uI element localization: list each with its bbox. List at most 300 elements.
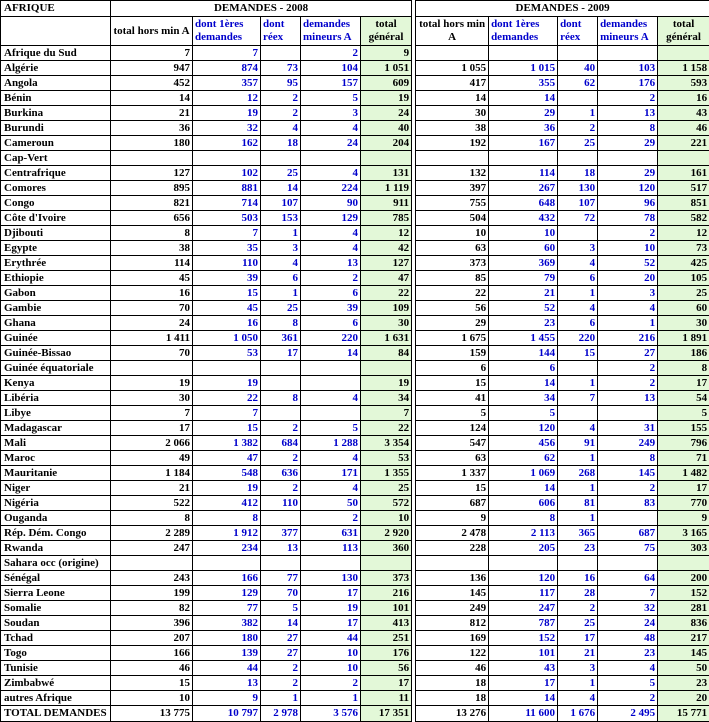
country-name: Maroc — [1, 451, 111, 466]
cell-mineurs-2008: 224 — [301, 181, 361, 196]
table-row — [1, 631, 709, 646]
table-row — [1, 421, 709, 436]
cell-reex-2009 — [558, 226, 598, 241]
cell-total-general-2008: 40 — [361, 121, 412, 136]
cell-premieres-demandes-2008: 1 382 — [193, 436, 261, 451]
cell-mineurs-2008: 5 — [301, 91, 361, 106]
cell-total-hors-min-2008: 656 — [111, 211, 193, 226]
cell-total-hors-min-2009: 169 — [416, 631, 489, 646]
cell-mineurs-2009: 23 — [598, 646, 658, 661]
cell-total-general-2008: 1 119 — [361, 181, 412, 196]
total-row — [1, 706, 709, 722]
cell-premieres-demandes-2009: 11 600 — [489, 706, 558, 722]
cell-mineurs-2008: 19 — [301, 601, 361, 616]
table-row — [1, 346, 709, 361]
cell-total-hors-min-2009: 13 276 — [416, 706, 489, 722]
country-name: Rép. Dém. Congo — [1, 526, 111, 541]
cell-total-general-2008: 2 920 — [361, 526, 412, 541]
cell-reex-2008: 14 — [261, 181, 301, 196]
cell-mineurs-2009: 20 — [598, 271, 658, 286]
cell-mineurs-2008: 4 — [301, 241, 361, 256]
cell-total-hors-min-2009: 687 — [416, 496, 489, 511]
cell-premieres-demandes-2009: 43 — [489, 661, 558, 676]
cell-total-general-2009: 836 — [658, 616, 709, 631]
cell-mineurs-2008: 220 — [301, 331, 361, 346]
country-name: Zimbabwé — [1, 676, 111, 691]
table-row — [1, 76, 709, 91]
cell-mineurs-2009: 2 — [598, 361, 658, 376]
country-name: Ethiopie — [1, 271, 111, 286]
country-name: Mali — [1, 436, 111, 451]
table-row — [1, 691, 709, 706]
cell-total-hors-min-2009: 10 — [416, 226, 489, 241]
cell-total-hors-min-2009: 63 — [416, 241, 489, 256]
cell-total-general-2008: 84 — [361, 346, 412, 361]
cell-mineurs-2008 — [301, 151, 361, 166]
cell-reex-2008: 27 — [261, 631, 301, 646]
cell-total-general-2009: 425 — [658, 256, 709, 271]
table-row — [1, 586, 709, 601]
cell-total-hors-min-2008 — [111, 556, 193, 571]
cell-total-general-2008: 25 — [361, 481, 412, 496]
cell-total-hors-min-2008 — [111, 151, 193, 166]
country-name: Côte d'Ivoire — [1, 211, 111, 226]
country-name: Burkina — [1, 106, 111, 121]
cell-reex-2009: 40 — [558, 61, 598, 76]
table-row — [1, 361, 709, 376]
cell-reex-2008: 636 — [261, 466, 301, 481]
cell-reex-2009: 72 — [558, 211, 598, 226]
cell-premieres-demandes-2009: 23 — [489, 316, 558, 331]
cell-reex-2008: 2 — [261, 451, 301, 466]
cell-reex-2008 — [261, 406, 301, 421]
cell-mineurs-2008: 2 — [301, 46, 361, 61]
cell-reex-2008: 361 — [261, 331, 301, 346]
cell-mineurs-2009: 64 — [598, 571, 658, 586]
cell-reex-2009: 220 — [558, 331, 598, 346]
cell-total-hors-min-2008: 180 — [111, 136, 193, 151]
table-row — [1, 451, 709, 466]
cell-total-general-2008: 1 051 — [361, 61, 412, 76]
cell-total-general-2008: 109 — [361, 301, 412, 316]
cell-premieres-demandes-2009: 2 113 — [489, 526, 558, 541]
cell-mineurs-2009: 29 — [598, 136, 658, 151]
cell-reex-2009 — [558, 361, 598, 376]
cell-premieres-demandes-2008: 8 — [193, 511, 261, 526]
cell-reex-2008: 17 — [261, 346, 301, 361]
country-name: Comores — [1, 181, 111, 196]
cell-reex-2009: 1 — [558, 481, 598, 496]
cell-mineurs-2009 — [598, 406, 658, 421]
cell-total-hors-min-2009 — [416, 46, 489, 61]
cell-total-hors-min-2009: 46 — [416, 661, 489, 676]
cell-premieres-demandes-2008 — [193, 151, 261, 166]
cell-reex-2009 — [558, 556, 598, 571]
cell-mineurs-2008: 10 — [301, 646, 361, 661]
cell-total-hors-min-2009: 6 — [416, 361, 489, 376]
cell-premieres-demandes-2008: 7 — [193, 46, 261, 61]
cell-reex-2009: 62 — [558, 76, 598, 91]
country-name: Bénin — [1, 91, 111, 106]
cell-total-general-2009: 5 — [658, 406, 709, 421]
cell-reex-2008 — [261, 376, 301, 391]
table-row — [1, 331, 709, 346]
cell-mineurs-2009: 31 — [598, 421, 658, 436]
cell-total-general-2008: 3 354 — [361, 436, 412, 451]
table-row — [1, 286, 709, 301]
cell-reex-2009: 81 — [558, 496, 598, 511]
region-title: AFRIQUE — [1, 1, 111, 17]
country-name: Somalie — [1, 601, 111, 616]
cell-total-hors-min-2008: 199 — [111, 586, 193, 601]
cell-reex-2008: 107 — [261, 196, 301, 211]
cell-premieres-demandes-2009: 432 — [489, 211, 558, 226]
cell-total-general-2008: 1 631 — [361, 331, 412, 346]
cell-total-hors-min-2009: 56 — [416, 301, 489, 316]
cell-premieres-demandes-2009: 1 069 — [489, 466, 558, 481]
cell-reex-2009: 4 — [558, 256, 598, 271]
cell-total-general-2009: 30 — [658, 316, 709, 331]
cell-mineurs-2009: 8 — [598, 121, 658, 136]
table-row — [1, 301, 709, 316]
cell-premieres-demandes-2009: 8 — [489, 511, 558, 526]
country-name: Sénégal — [1, 571, 111, 586]
cell-total-hors-min-2008: 2 066 — [111, 436, 193, 451]
cell-mineurs-2009: 13 — [598, 391, 658, 406]
cell-mineurs-2009: 2 — [598, 226, 658, 241]
cell-total-hors-min-2009: 1 337 — [416, 466, 489, 481]
cell-reex-2009: 25 — [558, 136, 598, 151]
header-total-hors-min-2008: total hors min A — [111, 17, 193, 46]
table-row — [1, 61, 709, 76]
country-name: Cap-Vert — [1, 151, 111, 166]
cell-total-hors-min-2008: 127 — [111, 166, 193, 181]
cell-total-general-2008: 9 — [361, 46, 412, 61]
cell-premieres-demandes-2008: 32 — [193, 121, 261, 136]
cell-total-hors-min-2008: 70 — [111, 301, 193, 316]
cell-premieres-demandes-2008: 139 — [193, 646, 261, 661]
cell-total-general-2008: 19 — [361, 91, 412, 106]
cell-total-general-2008: 911 — [361, 196, 412, 211]
table-row — [1, 481, 709, 496]
cell-total-general-2008: 7 — [361, 406, 412, 421]
cell-mineurs-2008: 3 576 — [301, 706, 361, 722]
country-name: Gambie — [1, 301, 111, 316]
cell-total-general-2009: 8 — [658, 361, 709, 376]
cell-mineurs-2008: 24 — [301, 136, 361, 151]
cell-total-general-2008: 11 — [361, 691, 412, 706]
header-premieres-demandes-2008: dont 1ères demandes — [193, 17, 261, 46]
header-total-general-2009: total général — [658, 17, 709, 46]
country-name: Madagascar — [1, 421, 111, 436]
cell-total-hors-min-2009: 145 — [416, 586, 489, 601]
cell-reex-2009: 4 — [558, 691, 598, 706]
cell-total-hors-min-2008: 13 775 — [111, 706, 193, 722]
cell-premieres-demandes-2009: 167 — [489, 136, 558, 151]
year-2008-title: DEMANDES - 2008 — [111, 1, 412, 17]
cell-premieres-demandes-2009: 355 — [489, 76, 558, 91]
cell-mineurs-2009: 27 — [598, 346, 658, 361]
cell-total-general-2009: 145 — [658, 646, 709, 661]
cell-total-general-2008: 127 — [361, 256, 412, 271]
table-row — [1, 226, 709, 241]
country-name: Ouganda — [1, 511, 111, 526]
cell-reex-2009: 23 — [558, 541, 598, 556]
country-name: Ghana — [1, 316, 111, 331]
cell-total-general-2009: 796 — [658, 436, 709, 451]
cell-mineurs-2008: 17 — [301, 616, 361, 631]
cell-reex-2009: 25 — [558, 616, 598, 631]
cell-total-hors-min-2008: 17 — [111, 421, 193, 436]
country-name: Togo — [1, 646, 111, 661]
cell-reex-2008: 70 — [261, 586, 301, 601]
cell-reex-2008: 73 — [261, 61, 301, 76]
country-name: Erythrée — [1, 256, 111, 271]
cell-total-general-2008 — [361, 556, 412, 571]
cell-premieres-demandes-2008: 16 — [193, 316, 261, 331]
cell-mineurs-2009: 10 — [598, 241, 658, 256]
cell-total-hors-min-2009: 192 — [416, 136, 489, 151]
cell-reex-2009: 130 — [558, 181, 598, 196]
cell-total-hors-min-2008: 46 — [111, 661, 193, 676]
cell-mineurs-2009: 2 — [598, 376, 658, 391]
cell-premieres-demandes-2009: 10 — [489, 226, 558, 241]
cell-mineurs-2008 — [301, 376, 361, 391]
cell-premieres-demandes-2008: 39 — [193, 271, 261, 286]
cell-premieres-demandes-2009: 606 — [489, 496, 558, 511]
header-mineurs-2008: demandes mineurs A — [301, 17, 361, 46]
country-name: Libéria — [1, 391, 111, 406]
cell-reex-2008: 95 — [261, 76, 301, 91]
header-premieres-demandes-2009: dont 1ères demandes — [489, 17, 558, 46]
table-row — [1, 106, 709, 121]
cell-total-general-2008: 204 — [361, 136, 412, 151]
table-row — [1, 211, 709, 226]
cell-total-hors-min-2008: 7 — [111, 406, 193, 421]
cell-mineurs-2009: 2 — [598, 691, 658, 706]
table-row — [1, 541, 709, 556]
cell-total-hors-min-2009: 1 055 — [416, 61, 489, 76]
table-row — [1, 616, 709, 631]
cell-premieres-demandes-2009: 21 — [489, 286, 558, 301]
cell-mineurs-2009: 52 — [598, 256, 658, 271]
cell-total-hors-min-2009: 228 — [416, 541, 489, 556]
cell-mineurs-2009: 3 — [598, 286, 658, 301]
cell-total-hors-min-2009: 124 — [416, 421, 489, 436]
cell-total-hors-min-2008: 452 — [111, 76, 193, 91]
table-row — [1, 406, 709, 421]
cell-total-hors-min-2009: 547 — [416, 436, 489, 451]
cell-premieres-demandes-2008: 1 050 — [193, 331, 261, 346]
cell-reex-2008: 14 — [261, 616, 301, 631]
cell-mineurs-2008: 10 — [301, 661, 361, 676]
table-row — [1, 571, 709, 586]
cell-total-general-2008: 24 — [361, 106, 412, 121]
year-title-row — [1, 1, 709, 17]
cell-total-hors-min-2008: 14 — [111, 91, 193, 106]
cell-reex-2009: 1 — [558, 286, 598, 301]
cell-total-general-2008: 251 — [361, 631, 412, 646]
cell-mineurs-2008: 129 — [301, 211, 361, 226]
country-name: Angola — [1, 76, 111, 91]
table-row — [1, 121, 709, 136]
cell-premieres-demandes-2008: 162 — [193, 136, 261, 151]
cell-total-hors-min-2009: 41 — [416, 391, 489, 406]
cell-premieres-demandes-2008: 166 — [193, 571, 261, 586]
cell-reex-2009: 268 — [558, 466, 598, 481]
cell-total-hors-min-2008 — [111, 361, 193, 376]
cell-total-hors-min-2009: 15 — [416, 481, 489, 496]
cell-premieres-demandes-2008: 7 — [193, 226, 261, 241]
cell-mineurs-2009: 103 — [598, 61, 658, 76]
table-row — [1, 166, 709, 181]
cell-premieres-demandes-2008: 53 — [193, 346, 261, 361]
table-row — [1, 181, 709, 196]
cell-mineurs-2008: 14 — [301, 346, 361, 361]
cell-total-general-2008: 22 — [361, 421, 412, 436]
header-mineurs-2009: demandes mineurs A — [598, 17, 658, 46]
cell-reex-2008 — [261, 151, 301, 166]
cell-premieres-demandes-2009: 120 — [489, 421, 558, 436]
country-name: Rwanda — [1, 541, 111, 556]
cell-reex-2009: 15 — [558, 346, 598, 361]
cell-total-general-2009: 161 — [658, 166, 709, 181]
cell-reex-2008 — [261, 46, 301, 61]
cell-mineurs-2009 — [598, 151, 658, 166]
cell-total-hors-min-2008: 247 — [111, 541, 193, 556]
cell-premieres-demandes-2008: 44 — [193, 661, 261, 676]
cell-total-general-2009: 46 — [658, 121, 709, 136]
cell-premieres-demandes-2009: 6 — [489, 361, 558, 376]
cell-total-hors-min-2009: 755 — [416, 196, 489, 211]
cell-mineurs-2008: 631 — [301, 526, 361, 541]
cell-mineurs-2009: 96 — [598, 196, 658, 211]
cell-reex-2008: 1 — [261, 286, 301, 301]
cell-total-hors-min-2009: 14 — [416, 91, 489, 106]
cell-premieres-demandes-2008: 45 — [193, 301, 261, 316]
table-row — [1, 241, 709, 256]
cell-total-hors-min-2008: 16 — [111, 286, 193, 301]
cell-total-hors-min-2008: 24 — [111, 316, 193, 331]
cell-reex-2008: 110 — [261, 496, 301, 511]
cell-total-hors-min-2008: 114 — [111, 256, 193, 271]
cell-reex-2009: 107 — [558, 196, 598, 211]
cell-premieres-demandes-2008: 19 — [193, 481, 261, 496]
cell-mineurs-2009: 78 — [598, 211, 658, 226]
cell-total-hors-min-2008: 15 — [111, 676, 193, 691]
cell-mineurs-2009: 4 — [598, 301, 658, 316]
cell-reex-2008: 25 — [261, 301, 301, 316]
country-name: Algérie — [1, 61, 111, 76]
cell-mineurs-2008: 130 — [301, 571, 361, 586]
cell-reex-2009: 28 — [558, 586, 598, 601]
cell-premieres-demandes-2009: 1 015 — [489, 61, 558, 76]
cell-mineurs-2008: 2 — [301, 271, 361, 286]
cell-premieres-demandes-2008: 15 — [193, 286, 261, 301]
cell-reex-2008: 2 — [261, 421, 301, 436]
cell-reex-2009: 365 — [558, 526, 598, 541]
cell-premieres-demandes-2009: 117 — [489, 586, 558, 601]
cell-mineurs-2008: 1 — [301, 691, 361, 706]
cell-premieres-demandes-2008: 548 — [193, 466, 261, 481]
header-total-general-2008: total général — [361, 17, 412, 46]
cell-reex-2009: 1 — [558, 451, 598, 466]
cell-premieres-demandes-2008: 47 — [193, 451, 261, 466]
cell-reex-2009: 2 — [558, 601, 598, 616]
cell-premieres-demandes-2009: 120 — [489, 571, 558, 586]
cell-mineurs-2008 — [301, 361, 361, 376]
cell-premieres-demandes-2008: 234 — [193, 541, 261, 556]
cell-total-hors-min-2009: 2 478 — [416, 526, 489, 541]
cell-reex-2008: 5 — [261, 601, 301, 616]
cell-premieres-demandes-2008: 357 — [193, 76, 261, 91]
cell-reex-2008 — [261, 556, 301, 571]
cell-mineurs-2008: 2 — [301, 676, 361, 691]
cell-premieres-demandes-2008: 9 — [193, 691, 261, 706]
header-reex-2008: dont réex — [261, 17, 301, 46]
cell-mineurs-2009: 145 — [598, 466, 658, 481]
country-name: Libye — [1, 406, 111, 421]
cell-total-general-2009: 15 771 — [658, 706, 709, 722]
cell-total-hors-min-2009: 159 — [416, 346, 489, 361]
cell-total-hors-min-2009: 15 — [416, 376, 489, 391]
cell-reex-2008: 3 — [261, 241, 301, 256]
cell-mineurs-2008: 157 — [301, 76, 361, 91]
cell-total-general-2008: 19 — [361, 376, 412, 391]
cell-premieres-demandes-2009: 101 — [489, 646, 558, 661]
cell-total-hors-min-2009: 136 — [416, 571, 489, 586]
table-row — [1, 676, 709, 691]
cell-mineurs-2008: 4 — [301, 166, 361, 181]
cell-total-hors-min-2009: 122 — [416, 646, 489, 661]
header-total-hors-min-2009: total hors min A — [416, 17, 489, 46]
cell-total-hors-min-2009: 417 — [416, 76, 489, 91]
cell-total-hors-min-2009: 5 — [416, 406, 489, 421]
cell-total-general-2008: 785 — [361, 211, 412, 226]
cell-mineurs-2009: 216 — [598, 331, 658, 346]
table-row — [1, 46, 709, 61]
cell-premieres-demandes-2008: 12 — [193, 91, 261, 106]
cell-total-hors-min-2009: 63 — [416, 451, 489, 466]
cell-mineurs-2009: 24 — [598, 616, 658, 631]
cell-total-general-2009: 582 — [658, 211, 709, 226]
cell-premieres-demandes-2009: 205 — [489, 541, 558, 556]
cell-total-general-2008: 360 — [361, 541, 412, 556]
table-row — [1, 466, 709, 481]
cell-reex-2008: 13 — [261, 541, 301, 556]
cell-premieres-demandes-2009: 14 — [489, 91, 558, 106]
cell-premieres-demandes-2009: 648 — [489, 196, 558, 211]
cell-total-general-2008: 131 — [361, 166, 412, 181]
cell-total-general-2008: 47 — [361, 271, 412, 286]
cell-mineurs-2008: 4 — [301, 451, 361, 466]
cell-total-general-2009: 54 — [658, 391, 709, 406]
cell-mineurs-2009: 32 — [598, 601, 658, 616]
table-row — [1, 151, 709, 166]
cell-reex-2008: 2 — [261, 91, 301, 106]
cell-premieres-demandes-2008: 412 — [193, 496, 261, 511]
country-name: TOTAL DEMANDES — [1, 706, 111, 722]
cell-reex-2009 — [558, 406, 598, 421]
cell-total-hors-min-2008: 7 — [111, 46, 193, 61]
cell-total-general-2008 — [361, 361, 412, 376]
cell-mineurs-2008: 44 — [301, 631, 361, 646]
cell-total-general-2009: 152 — [658, 586, 709, 601]
cell-total-general-2009: 1 482 — [658, 466, 709, 481]
cell-reex-2008: 8 — [261, 391, 301, 406]
cell-mineurs-2008: 17 — [301, 586, 361, 601]
cell-total-hors-min-2009: 85 — [416, 271, 489, 286]
